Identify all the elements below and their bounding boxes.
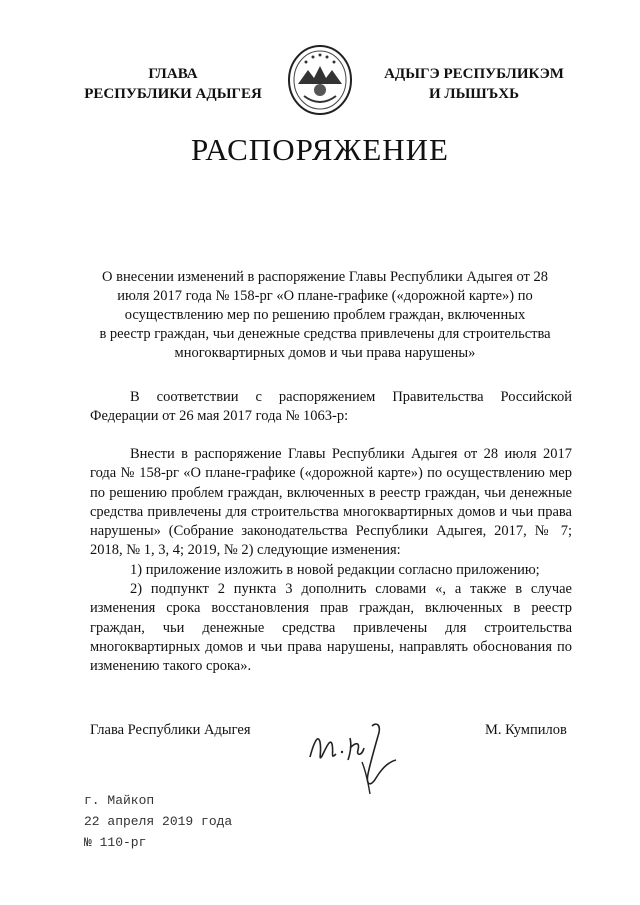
registration-stamp (84, 790, 232, 853)
header-right-line2: И ЛЫШЪХЬ (428, 86, 520, 102)
handwritten-signature (300, 712, 410, 802)
signatory-position: Глава Республики Адыгея (90, 722, 251, 738)
header-left-line1: ГЛАВА (148, 66, 198, 82)
footer-city: г. Майкоп (84, 793, 155, 808)
preamble-paragraph: В соответствии с распоряжением Правительства Российской Федерации от 26 мая 2017 года № 1063-р: (90, 389, 572, 425)
republic-emblem (286, 44, 354, 116)
subject-line: июля 2017 года № 158-рг «О плане-графике («дорожной карте») по (117, 288, 533, 304)
subject-line: осуществлению мер по решению проблем граждан, включенных (124, 307, 526, 323)
header-left-line2: РЕСПУБЛИКИ АДЫГЕЯ (84, 86, 262, 102)
amendment-item-1: 1) приложение изложить в новой редакции согласно приложению; (130, 561, 540, 578)
main-paragraph-text: Внести в распоряжение Главы Республики Адыгея от 28 июля 2017 года № 158-рг «О плане-графике («дорожной карте») по осуществлению мер по решению проблем граждан, включенных в реестр граждан, чьи денежные средства привлечены для строительства многоквартирных домов и чьи права нарушены» (Собрание законодательства Республики Адыгея, 2017, № 7; 2018, № 1, 3, 4; 2019, № 2) следующие изменения: (90, 446, 572, 559)
main-paragraph (90, 445, 572, 677)
subject-line: в реестр граждан, чьи денежные средства привлечены для строительства (99, 326, 551, 342)
header-left (78, 64, 268, 104)
amendment-item-2: 2) подпункт 2 пункта 3 дополнить словами «, а также в случае изменения срока восстановления прав граждан, включенных в реестр граждан, чьи денежные средства привлечены для строительства многоквартирных домов и чьи права нарушены, направлять обоснования по изменению такого срока». (90, 581, 572, 675)
header-right (368, 64, 580, 104)
footer-number: № 110-рг (84, 835, 147, 850)
subject-line: многоквартирных домов и чьи права нарушены» (174, 345, 476, 361)
footer-date: 22 апреля 2019 года (84, 814, 233, 829)
signatory-name: М. Кумпилов (485, 722, 567, 738)
document-subject (70, 268, 580, 363)
subject-line: О внесении изменений в распоряжение Главы Республики Адыгея от 28 (102, 269, 548, 285)
document-title: РАСПОРЯЖЕНИЕ (191, 132, 449, 167)
header-right-line1: АДЫГЭ РЕСПУБЛИКЭМ (384, 66, 564, 82)
